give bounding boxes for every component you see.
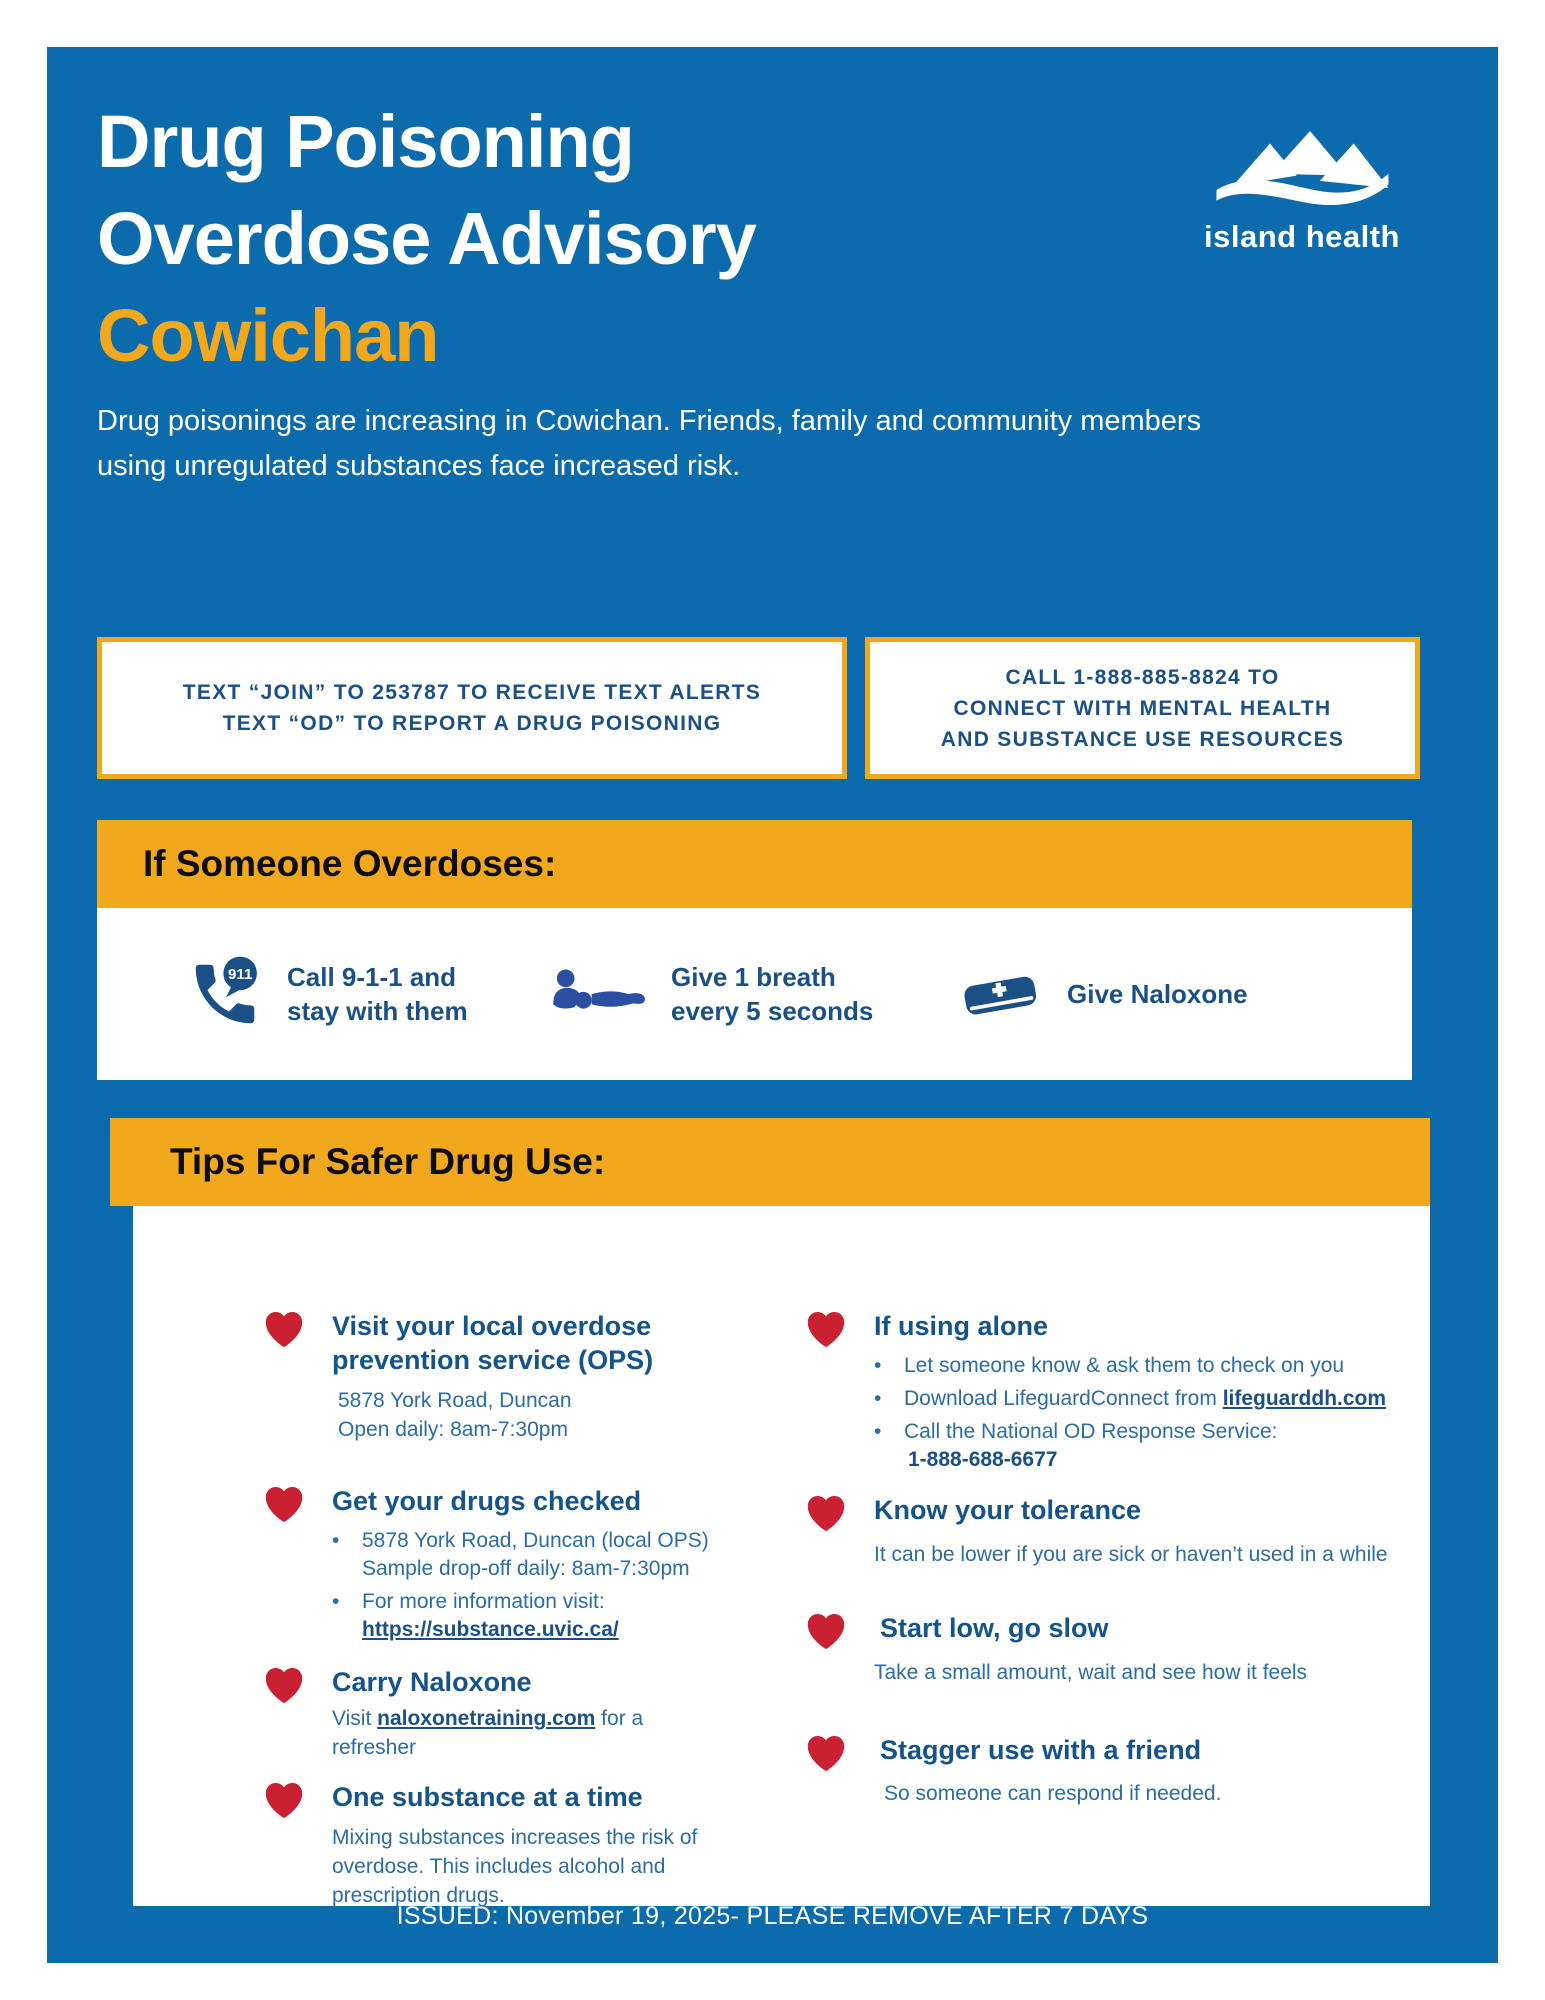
- tip-content: [874, 1309, 1386, 1479]
- tip-know-tolerance: [804, 1493, 1444, 1569]
- tip-start-low: [804, 1611, 1444, 1687]
- naloxone-kit-icon: [955, 967, 1045, 1021]
- tip-title: Get your drugs checked: [332, 1486, 642, 1516]
- overdose-section-header: [97, 820, 1412, 908]
- ops-address: 5878 York Road, Duncan: [338, 1389, 572, 1412]
- bullet-item: [874, 1352, 1386, 1380]
- tip-drug-checking: [262, 1484, 727, 1649]
- ops-hours: Open daily: 8am-7:30pm: [338, 1418, 568, 1441]
- step1-line2: stay with them: [287, 996, 468, 1026]
- tip-details: [332, 1386, 727, 1444]
- tip-content: [874, 1733, 1221, 1808]
- intro-line1: Drug poisonings are increasing in Cowichan. Friends, family and community members: [97, 405, 1202, 437]
- page-title-line1: Drug Poisoning: [97, 100, 634, 183]
- tips-column-left: [262, 1309, 727, 1910]
- tip-content: [332, 1484, 709, 1649]
- heart-icon: [804, 1493, 848, 1533]
- alone-download-pre: Download LifeguardConnect from: [904, 1387, 1223, 1410]
- advisory-poster: [47, 47, 1498, 1963]
- tip-content: [874, 1611, 1307, 1687]
- overdose-step-text: [287, 960, 468, 1028]
- overdose-step-text: [671, 960, 873, 1028]
- tip-details: So someone can respond if needed.: [884, 1782, 1222, 1805]
- od-service-phone: 1-888-688-6677: [908, 1448, 1058, 1471]
- tip-visit-ops: [262, 1309, 727, 1444]
- text-alerts-line1: TEXT “JOIN” TO 253787 TO RECEIVE TEXT ALERTS: [182, 681, 762, 704]
- alone-tell-someone: • Let someone know & ask them to check on you: [904, 1354, 1345, 1377]
- call-resources-line2: CONNECT WITH MENTAL HEALTH: [953, 696, 1332, 720]
- checking-more-info: • For more information visit:: [362, 1590, 605, 1613]
- alert-boxes-row: [97, 637, 1420, 779]
- heart-icon: [262, 1484, 306, 1524]
- tips-panel: [133, 1206, 1430, 1906]
- tip-content: [874, 1493, 1388, 1569]
- issue-date-footer: ISSUED: November 19, 2025- PLEASE REMOVE AFTER 7 DAYS: [396, 1902, 1149, 1930]
- heart-icon: [804, 1611, 848, 1651]
- bullet-item: [332, 1588, 709, 1644]
- step2-line2: every 5 seconds: [671, 996, 874, 1026]
- tip-details: Take a small amount, wait and see how it feels: [874, 1661, 1308, 1684]
- alone-od-service: • Call the National OD Response Service:: [904, 1420, 1278, 1443]
- tip-title: Start low, go slow: [880, 1613, 1109, 1643]
- tip-title: If using alone: [874, 1311, 1049, 1341]
- tip-title: Stagger use with a friend: [880, 1735, 1202, 1765]
- substance-uvic-link[interactable]: https://substance.uvic.ca/: [362, 1618, 619, 1641]
- heart-icon: [262, 1665, 306, 1705]
- tips-column-right: [804, 1309, 1444, 1808]
- overdose-step-give-naloxone: [955, 908, 1248, 1080]
- step1-line1: Call 9-1-1 and: [287, 962, 457, 992]
- tip-bullets: [874, 1352, 1386, 1474]
- overdose-steps-panel: [97, 908, 1412, 1080]
- island-health-logo: [1197, 127, 1407, 255]
- tip-details: It can be lower if you are sick or haven’t used in a while: [874, 1543, 1388, 1566]
- intro-paragraph: [97, 399, 1457, 489]
- tip-one-substance: [262, 1780, 727, 1910]
- heart-icon: [804, 1309, 848, 1349]
- call-911-phone-icon: [185, 955, 265, 1033]
- lifeguarddh-link[interactable]: lifeguarddh.com: [1222, 1387, 1387, 1410]
- svg-text:911: 911: [227, 965, 253, 983]
- text-alerts-box: [97, 637, 847, 779]
- tip-details: Mixing substances increases the risk of overdose. This includes alcohol and prescription drugs.: [332, 1826, 698, 1907]
- tip-bullets: [332, 1527, 709, 1644]
- overdose-section-title: If Someone Overdoses:: [143, 843, 557, 884]
- call-resources-line1: CALL 1-888-885-8824 TO: [1005, 665, 1280, 689]
- call-resources-line3: AND SUBSTANCE USE RESOURCES: [940, 727, 1345, 751]
- tip-title: One substance at a time: [332, 1782, 643, 1812]
- text-alerts-line2: TEXT “OD” TO REPORT A DRUG POISONING: [222, 712, 722, 735]
- page-title-region: Cowichan: [97, 294, 439, 377]
- naloxonetraining-link[interactable]: naloxonetraining.com: [377, 1707, 596, 1730]
- heart-icon: [804, 1733, 848, 1773]
- overdose-step-text: Give Naloxone: [1067, 979, 1248, 1009]
- carry-pre: Visit: [332, 1707, 378, 1730]
- tips-section-header: [110, 1118, 1430, 1206]
- bullet-item: [874, 1418, 1386, 1474]
- tip-title: Know your tolerance: [874, 1495, 1142, 1525]
- tip-if-using-alone: [804, 1309, 1444, 1479]
- tip-stagger-use: [804, 1733, 1444, 1808]
- overdose-step-call-911: [185, 908, 468, 1080]
- heart-icon: [262, 1309, 306, 1349]
- rescue-breath-icon: [549, 966, 649, 1022]
- step2-line1: Give 1 breath: [671, 962, 836, 992]
- checking-address: • 5878 York Road, Duncan (local OPS): [362, 1529, 709, 1552]
- tip-content: [332, 1309, 727, 1444]
- carry-post: for a refresher: [332, 1707, 644, 1759]
- tips-section-title: Tips For Safer Drug Use:: [170, 1141, 606, 1182]
- tip-details: [332, 1704, 727, 1762]
- tip-title: Visit your local overdose prevention service (OPS): [332, 1311, 654, 1375]
- intro-line2: using unregulated substances face increased risk.: [97, 450, 741, 482]
- tip-carry-naloxone: [262, 1665, 727, 1762]
- island-health-mountains-wave-icon: [1204, 127, 1400, 217]
- island-health-logo-text: island health: [1204, 219, 1400, 254]
- overdose-step-rescue-breath: [549, 908, 873, 1080]
- heart-icon: [262, 1780, 306, 1820]
- bullet-item: [332, 1527, 709, 1583]
- checking-hours: Sample drop-off daily: 8am-7:30pm: [362, 1557, 690, 1580]
- bullet-item: [874, 1385, 1386, 1413]
- tip-title: Carry Naloxone: [332, 1667, 532, 1697]
- tip-content: [332, 1665, 727, 1762]
- call-resources-box: [865, 637, 1420, 779]
- page-title-line2: Overdose Advisory: [97, 197, 756, 280]
- tip-content: [332, 1780, 727, 1910]
- page-title: [97, 93, 756, 384]
